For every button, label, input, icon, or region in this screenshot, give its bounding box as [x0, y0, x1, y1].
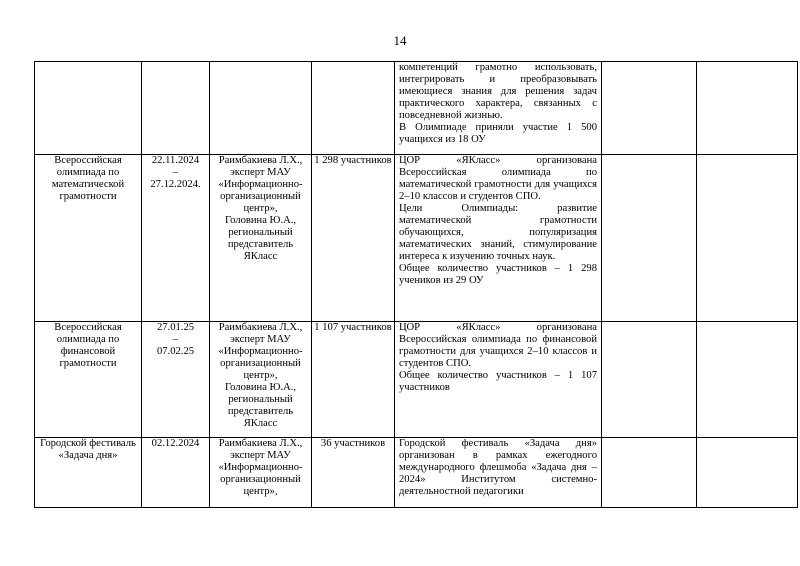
date-start: 27.01.25: [156, 322, 195, 333]
description-paragraph: В Олимпиаде приняли участие 1 500 учащихся из 18 ОУ: [399, 122, 597, 145]
table-row: [35, 322, 798, 438]
date-end: 27.12.2024.: [150, 179, 201, 190]
organizer-line: центр»,: [243, 486, 278, 497]
participants-cell: 1 298 участников: [312, 155, 395, 322]
description-paragraph: Общее количество участников – 1 107 участников: [399, 370, 597, 393]
organizer-line: «Информационно-: [218, 179, 303, 190]
dates-cell: [142, 322, 210, 438]
description-cell: [395, 438, 602, 508]
organizer-cell: [210, 62, 312, 155]
empty-cell: [697, 322, 798, 438]
organizer-line: «Информационно-: [218, 462, 303, 473]
empty-cell: [697, 438, 798, 508]
participants-cell: 36 участников: [312, 438, 395, 508]
empty-cell: [602, 62, 697, 155]
organizer-line: организационный: [220, 358, 301, 369]
empty-cell: [602, 322, 697, 438]
organizer-line: Головина Ю.А.,: [224, 382, 297, 393]
organizer-line: организационный: [220, 474, 301, 485]
events-table: [34, 61, 798, 508]
organizer-line: региональный: [228, 394, 293, 405]
organizer-line: эксперт МАУ: [230, 167, 291, 178]
description-paragraph: ЦОР «ЯКласс» организована Всероссийская олимпиада по финансовой грамотности для учащихся 2–10 классов и студентов СПО.: [399, 322, 597, 369]
description-paragraph: ЦОР «ЯКласс» организована Всероссийская олимпиада по математической грамотности для учащихся 2–10 классов и студентов СПО.: [399, 155, 597, 202]
table-row: [35, 62, 798, 155]
organizer-line: Раимбакиева Л.Х.,: [218, 322, 303, 333]
organizer-line: Раимбакиева Л.Х.,: [218, 438, 303, 449]
dates-cell: [142, 155, 210, 322]
page-number: 14: [393, 33, 407, 48]
organizer-line: представитель: [227, 406, 294, 417]
organizer-line: ЯКласс: [243, 418, 278, 429]
description-paragraph: Городской фестиваль «Задача дня» организован в рамках ежегодного международного флешмоба «Задача дня – 2024» Институтом системно-деятельностной педагогики: [399, 438, 597, 497]
empty-cell: [602, 438, 697, 508]
table-row: [35, 155, 798, 322]
event-cell: Всероссийская олимпиада по финансовой грамотности: [35, 322, 142, 438]
description-cell: [395, 322, 602, 438]
organizer-line: организационный: [220, 191, 301, 202]
empty-cell: [697, 62, 798, 155]
table-row: [35, 438, 798, 508]
date-start: 22.11.2024: [151, 155, 200, 166]
event-cell: [35, 62, 142, 155]
description-paragraph: Общее количество участников – 1 298 учеников из 29 ОУ: [399, 263, 597, 286]
empty-cell: [602, 155, 697, 322]
description-cell: [395, 62, 602, 155]
organizer-line: представитель: [227, 239, 294, 250]
participants-cell: 1 107 участников: [312, 322, 395, 438]
event-cell: Всероссийская олимпиада по математической грамотности: [35, 155, 142, 322]
participants-cell: [312, 62, 395, 155]
organizer-cell: [210, 322, 312, 438]
organizer-line: центр»,: [243, 370, 278, 381]
dates-cell: [142, 62, 210, 155]
organizer-cell: [210, 155, 312, 322]
date-start: 02.12.2024: [151, 438, 200, 449]
organizer-line: Головина Ю.А.,: [224, 215, 297, 226]
description-cell: [395, 155, 602, 322]
organizer-line: ЯКласс: [243, 251, 278, 262]
date-dash: –: [172, 334, 179, 345]
empty-cell: [697, 155, 798, 322]
organizer-line: Раимбакиева Л.Х.,: [218, 155, 303, 166]
organizer-line: центр»,: [243, 203, 278, 214]
organizer-line: эксперт МАУ: [230, 334, 291, 345]
date-dash: –: [172, 167, 179, 178]
dates-cell: [142, 438, 210, 508]
organizer-cell: [210, 438, 312, 508]
organizer-line: «Информационно-: [218, 346, 303, 357]
event-cell: Городской фестиваль «Задача дня»: [35, 438, 142, 508]
description-paragraph: компетенций грамотно использовать, интегрировать и преобразовывать имеющиеся знания для решения задач практического характера, связанных с повседневной жизнью.: [399, 62, 597, 121]
organizer-line: региональный: [228, 227, 293, 238]
description-paragraph: Цели Олимпиады: развитие математической грамотности обучающихся, популяризация математических знаний, стимулирование интереса к изучению точных наук.: [399, 203, 597, 262]
organizer-line: эксперт МАУ: [230, 450, 291, 461]
date-end: 07.02.25: [156, 346, 195, 357]
